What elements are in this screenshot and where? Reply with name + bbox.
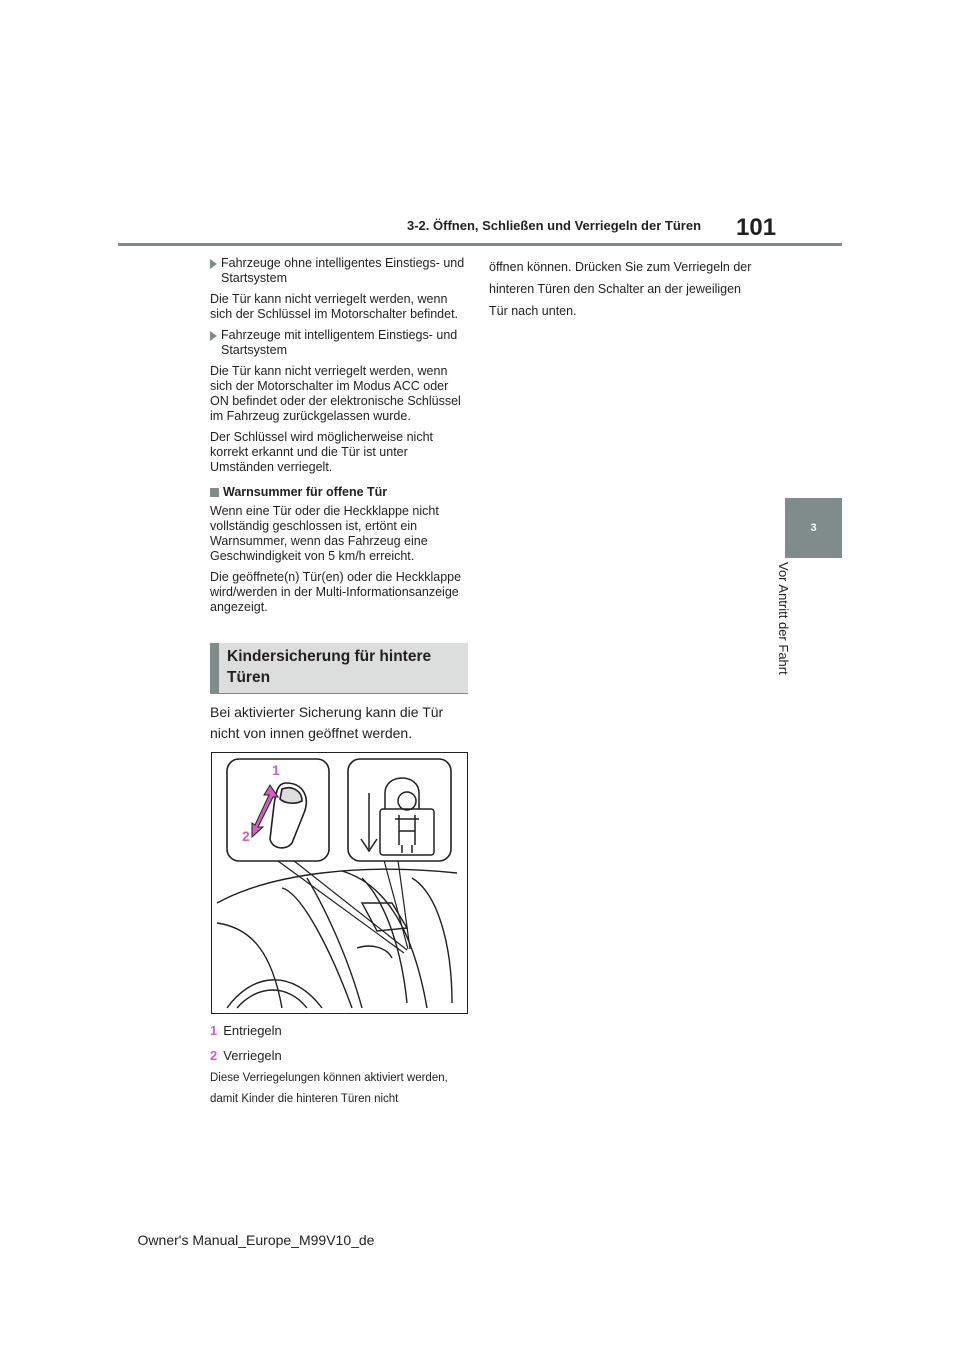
column-left <box>210 256 470 621</box>
subheading-text: Warnsummer für offene Tür <box>223 485 388 499</box>
page-number: 101 <box>736 214 777 241</box>
legend-number: 1 <box>210 1023 218 1038</box>
bullet-text: Fahrzeuge ohne intelligentes Einstiegs- und Startsystem <box>221 256 465 285</box>
chapter-number: 3 <box>810 522 817 534</box>
callout-1: 1 <box>272 762 280 778</box>
paragraph: Die Tür kann nicht verriegelt werden, wenn sich der Schlüssel im Motorschalter befindet. <box>210 292 459 321</box>
chapter-tab <box>785 498 842 558</box>
column-right-text: öffnen können. Drücken Sie zum Verriegeln der hinteren Türen den Schalter an der jeweiligen Tür nach unten. <box>489 260 752 318</box>
paragraph: Die Tür kann nicht verriegelt werden, wenn sich der Motorschalter im Modus ACC oder ON befindet oder der elektronische Schlüssel im Fahrzeug zurückgelassen wurde. <box>210 364 461 423</box>
bullet-item <box>210 328 470 358</box>
legend-item <box>210 1018 282 1043</box>
figure-legend <box>210 1018 282 1068</box>
chapter-title-vertical <box>776 562 806 692</box>
bullet-text: Fahrzeuge mit intelligentem Einstiegs- und Startsystem <box>221 328 458 357</box>
legend-item <box>210 1043 282 1068</box>
section-title: 3-2. Öffnen, Schließen und Verriegeln der Türen <box>407 218 702 233</box>
triangle-bullet-icon <box>210 259 217 269</box>
callout-2: 2 <box>242 828 250 844</box>
legend-label: Verriegeln <box>223 1048 282 1063</box>
section-intro: Bei aktivierter Sicherung kann die Tür nicht von innen geöffnet werden. <box>210 704 444 741</box>
child-lock-illustration <box>212 753 467 1013</box>
section-rule <box>210 693 468 694</box>
header-rule <box>118 243 842 246</box>
legend-label: Entriegeln <box>223 1023 282 1038</box>
note-text: Diese Verriegelungen können aktiviert werden, damit Kinder die hinteren Türen nicht <box>210 1072 448 1105</box>
section-heading <box>210 643 468 693</box>
square-bullet-icon <box>210 488 219 497</box>
bullet-item <box>210 256 470 286</box>
footer-text: Owner's Manual_Europe_M99V10_de <box>137 1232 375 1248</box>
paragraph: Der Schlüssel wird möglicherweise nicht korrekt erkannt und die Tür ist unter Umständen verriegelt. <box>210 430 433 474</box>
child-lock-figure <box>211 752 468 1014</box>
paragraph: Die geöffnete(n) Tür(en) oder die Heckklappe wird/werden in der Multi-Informationsanzeige angezeigt. <box>210 570 462 614</box>
legend-number: 2 <box>210 1048 218 1063</box>
section-heading-text: Kindersicherung für hintere Türen <box>227 648 432 686</box>
chapter-title: Vor Antritt der Fahrt <box>776 562 791 675</box>
subheading <box>210 485 470 500</box>
paragraph: Wenn eine Tür oder die Heckklappe nicht vollständig geschlossen ist, ertönt ein Warnsummer, wenn das Fahrzeug eine Geschwindigkeit von 5 km/h erreicht. <box>210 504 439 563</box>
triangle-bullet-icon <box>210 331 217 341</box>
